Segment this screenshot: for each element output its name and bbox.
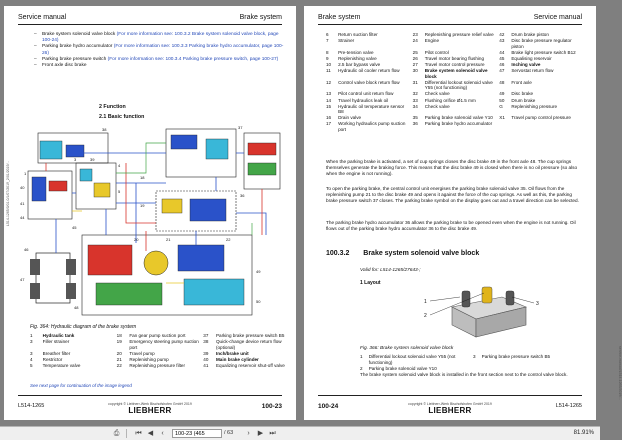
section-title: Brake system solenoid valve block [363,250,480,257]
diagram-label: 47 [20,277,25,282]
table-row: 13 Pilot control unit return flow 32 Check valve 49 Disc brake [326,91,534,97]
diagram-label: 45 [72,225,77,230]
diagram-label: 19 [140,203,145,208]
diagram-label: 22 [226,237,231,242]
table-row: 5 Temperature valve 22 Replenishing pressure filter 41 Equalizing reservoir shut-off valve [30,363,285,368]
section-number: 100.3.2 [326,250,350,257]
diagram-label: 39 [90,157,95,162]
page-100-23 [4,6,296,420]
figure-caption: Fig. 366: Brake system solenoid valve block [360,346,454,351]
solenoid-valve-block-image [422,285,552,345]
image-label: 1 [424,299,427,305]
header-title: Service manual [18,14,67,21]
paragraph: When the parking brake is activated, a set of cup springs closes the disc brake 49 in the front axle 48. The cup springs themselves generate the braking force. This means that the disc brake 49 is closed when there is no oil pressure (so also when the engine is not running). [326,159,578,176]
page-number: 100-24 [318,403,339,410]
table-row: 12 Control valve block return flow 31 Differential lockout solenoid valve Y55 (not functioning) 48 Front axle [326,79,532,91]
figure-caption: Fig. 364: Hydraulic diagram of the brake system [30,324,137,330]
page-total: / 63 [224,430,234,436]
diagram-label: 38 [102,127,107,132]
table-row: 11 Hydraulic oil cooler return flow 30 Brake system solenoid valve block 47 Servostat return flow [326,68,554,79]
diagram-label: 18 [140,175,145,180]
list-item: – Front axle disc brake [34,63,284,69]
image-legend [360,354,586,371]
diagram-label: 3 [74,157,77,162]
cross-reference-link[interactable]: (For more information see: 100.3.2 Brake system solenoid valve block, page 100-24) [42,32,279,44]
liebherr-logo: LIEBHERR [128,406,172,415]
layout-heading: 1 Layout [360,280,381,286]
diagram-label: 4 [118,163,121,168]
table-row: 3 Filler strainer 19 Emergency steering pump suction port 38 Quick-change device return flow (optional) [30,339,282,350]
header-rule [318,24,582,25]
viewer-toolbar [0,426,600,440]
table-row: 8 Pre-tension valve 25 Pilot control 44 Brake light pressure switch B12 [326,49,576,55]
zoom-level[interactable]: 81.91% [573,430,594,436]
diagram-label: 37 [238,125,243,130]
diagram-label: 5 [118,189,121,194]
cross-reference-link[interactable]: (For more information see: 100.3.4 Parking brake pressure switch, page 100-27) [107,56,279,62]
diagram-label: 44 [20,215,25,220]
continuation-note[interactable]: See next page for continuation of the image legend [30,383,132,388]
diagram-label: 41 [20,201,25,206]
table-row: 1 Differential lockout solenoid valve Y55 (not functioning) 3 Parking brake pressure switch B5 [360,354,551,365]
footer-copyright: copyright © Liebherr-Werk Bischofshofen GmbH 2019 [408,402,492,406]
section-heading [326,250,479,257]
footer-rule [318,395,582,396]
diagram-label: 1 [24,171,27,176]
table-row: 7 Strainer 24 Engine 43 Disc brake pressure regulator piston [326,38,572,49]
diagram-label: 49 [256,269,261,274]
footer-copyright: copyright © Liebherr-Werk Bischofshofen GmbH 2019 [108,402,192,406]
side-identifier: L514-1265/0/01.0/1/07/2019_2/01/2019/... [6,160,10,226]
list-item: – Brake system solenoid valve block (For more information see: 100.3.2 Brake system solenoid valve block, page 100-24) [34,32,284,44]
footer-doc-id: L514-1265 [18,403,45,409]
side-identifier: service-manual/L514-1265/2019/... [617,346,622,401]
heading-function: 2 Function [99,104,126,110]
header-title: Service manual [533,14,582,21]
diagram-label: 36 [240,193,245,198]
footer-rule [18,395,282,396]
validity-note: Valid for: L514-1265/27643-; [360,268,421,273]
first-page-icon[interactable]: ⏮ [135,430,142,437]
paragraph: To open the parking brake, the central control unit energises the parking brake solenoid valve 35. Oil flows from the replenishing pump 21 to the disc brake 49 and opens it against the force of the cup springs. As well as this, the parking brake pressure switch 37 closes. The parking brake symbol on the display goes out and a travel direction can be selected. [326,186,579,203]
table-row: 6 Return suction filter 23 Replenishing pressure relief valve 42 Drum brake piston [326,32,549,37]
cross-reference-link[interactable]: (For more information see: 100.3.3 Parking brake hydro accumulator, page 100-26) [42,44,284,56]
prev-page-icon[interactable]: ◀ [147,430,154,437]
diagram-label: 40 [20,185,25,190]
table-row: 14 Travel hydraulics leak oil 33 Flushing orifice Ø1.5 mm 50 Drum brake [326,97,536,103]
last-page-icon[interactable]: ⏭ [269,430,276,437]
prev-view-icon[interactable]: ‹ [161,430,164,437]
image-legend-continued [326,32,586,133]
footer-doc-id: L514-1265 [555,403,582,409]
paragraph: The brake system solenoid valve block is installed in the front section next to the control valve block. [360,372,568,377]
list-item: – Parking brake hydro accumulator (For more information see: 100.3.3 Parking brake hydro accumulator, page 100-26) [34,44,284,56]
table-row: 9 Replenishing valve 26 Travel motor bearing flushing 45 Equalising reservoir [326,55,552,61]
paragraph: The parking brake hydro accumulator 36 allows the parking brake to be opened even when the engine is not running. Oil flows out of the parking brake hydro accumulator 36 to the disc brake 49. [326,220,576,231]
print-icon[interactable]: ⎙ [113,430,120,437]
page-100-24 [304,6,622,420]
diagram-label: 20 [134,237,139,242]
table-row: 10 2.5 bar bypass valve 27 Travel motor control pressure 46 Inching valve [326,61,541,67]
liebherr-logo: LIEBHERR [428,406,472,415]
table-row: 15 Hydraulic oil temperature sensor B8 34 Check valve G Replenishing pressure [326,103,558,115]
header-section: Brake system [239,14,282,21]
image-label: 3 [536,301,539,307]
page-number-input[interactable] [172,429,222,438]
next-page-icon[interactable]: ▶ [257,430,264,437]
component-list [34,32,284,69]
table-row: 2 Parking brake solenoid valve Y10 [360,365,437,371]
toolbar-separator [126,429,127,438]
next-view-icon[interactable]: › [247,430,250,437]
list-item: – Parking brake pressure switch (For more information see: 100.3.4 Parking brake pressure switch, page 100-27) [34,57,284,63]
heading-basic-function: 2.1 Basic function [99,114,145,120]
image-label: 2 [424,313,427,319]
page-number: 100-23 [261,403,282,410]
table-row: 17 Working hydraulics pump suction port 36 Parking brake hydro accumulator [326,121,493,132]
diagram-label: 21 [166,237,171,242]
diagram-label: 46 [24,247,29,252]
image-legend [30,333,290,369]
hydraulic-diagram [16,123,286,321]
diagram-label: 48 [74,305,79,310]
table-row: 4 Restrictor 21 Replenishing pump 40 Main brake cylinder [30,357,259,362]
header-section: Brake system [318,14,361,21]
diagram-label: 50 [256,299,261,304]
table-row: 3 Breather filter 20 Travel pump 39 Inch/brake unit [30,351,249,356]
table-row: 16 Drain valve 35 Parking brake solenoid valve Y10 X1 Travel pump control pressure [326,115,571,121]
header-rule [18,24,282,25]
table-row: 1 Hydraulic tank 18 Fan gear pump suction port 37 Parking brake pressure switch B5 [30,333,285,338]
